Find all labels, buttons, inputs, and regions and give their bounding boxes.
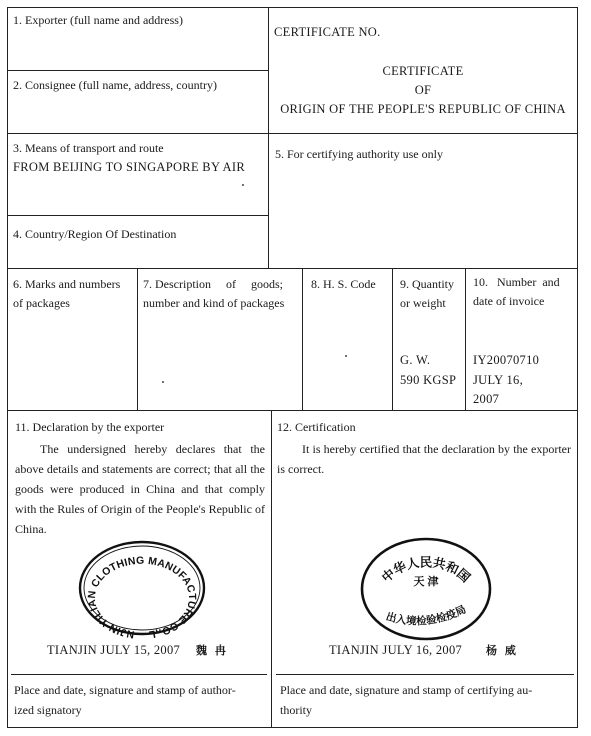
divider-box11-footer bbox=[11, 674, 267, 675]
border-bottom bbox=[7, 727, 578, 728]
certificate-title-line2: OF bbox=[414, 83, 432, 97]
destination-label: 4. Country/Region Of Destination bbox=[13, 227, 177, 241]
certifier-signature: 杨 威 bbox=[486, 644, 518, 657]
border-left bbox=[7, 7, 8, 728]
exporter-stamp-text: TIANJIN YILIAN CLOTHING MANUFACTURE CO.,LTD. bbox=[72, 529, 199, 641]
border-top bbox=[7, 7, 578, 8]
divider-box2-box3 bbox=[7, 133, 578, 134]
col-invoice-header-line2: date of invoice bbox=[473, 294, 545, 308]
certifier-footer-line1: Place and date, signature and stamp of certifying au- bbox=[280, 683, 533, 697]
divider-col6-col7 bbox=[137, 268, 138, 410]
certificate-title-line3: ORIGIN OF THE PEOPLE'S REPUBLIC OF CHINA bbox=[280, 102, 566, 116]
exporter-label: 1. Exporter (full name and address) bbox=[13, 13, 183, 27]
inspection-bureau-stamp bbox=[358, 535, 494, 643]
speck bbox=[345, 355, 347, 357]
stamp-center-text: 天 津 bbox=[413, 576, 439, 588]
gross-weight-label: G. W. bbox=[400, 353, 431, 367]
invoice-number: IY20070710 bbox=[473, 353, 540, 367]
divider-col7-col8 bbox=[302, 268, 303, 410]
divider-top-vertical bbox=[268, 7, 269, 268]
stamp-top-text: 中华人民共和国 bbox=[379, 555, 473, 586]
consignee-label: 2. Consignee (full name, address, country) bbox=[13, 78, 217, 92]
exporter-signature: 魏 冉 bbox=[196, 644, 228, 657]
divider-col8-col9 bbox=[392, 268, 393, 410]
divider-header-goods bbox=[7, 268, 578, 269]
declaration-text: The undersigned hereby declares that the above details and statements are correct; that all the goods were produced in China and that comply with the Rules of Origin of the People's Republic of China. bbox=[15, 442, 265, 536]
certificate-title-line1: CERTIFICATE bbox=[382, 64, 464, 78]
invoice-date-line2: 2007 bbox=[473, 392, 500, 406]
divider-col9-col10 bbox=[465, 268, 466, 410]
svg-text:出入境检验检疫局 bbox=[385, 602, 469, 627]
certifying-authority-label: 5. For certifying authority use only bbox=[275, 147, 443, 161]
gross-weight-value: 590 KGSP bbox=[400, 373, 457, 387]
divider-box11-box12 bbox=[271, 410, 272, 728]
divider-box12-footer bbox=[276, 674, 574, 675]
certificate-no-label: CERTIFICATE NO. bbox=[274, 25, 381, 39]
col-quantity-header-line2: or weight bbox=[400, 296, 446, 310]
exporter-footer-line1: Place and date, signature and stamp of author- bbox=[14, 683, 236, 697]
certifier-place-date: TIANJIN JULY 16, 2007 bbox=[329, 643, 463, 657]
divider-box1-box2 bbox=[7, 70, 269, 71]
speck bbox=[162, 381, 164, 383]
divider-goods-declaration bbox=[7, 410, 578, 411]
exporter-footer-line2: ized signatory bbox=[14, 703, 82, 717]
col-quantity-header-line1: 9. Quantity bbox=[400, 277, 454, 291]
col-marks-header-line1: 6. Marks and numbers bbox=[13, 277, 121, 291]
certification-title: 12. Certification bbox=[277, 420, 356, 434]
certification-text: It is hereby certified that the declaration by the exporter is correct. bbox=[277, 442, 571, 476]
col-description-header-line2: number and kind of packages bbox=[143, 296, 285, 310]
col-marks-header-line2: of packages bbox=[13, 296, 70, 310]
exporter-company-stamp bbox=[72, 529, 208, 641]
speck bbox=[242, 184, 244, 186]
declaration-title: 11. Declaration by the exporter bbox=[15, 420, 165, 434]
divider-box3-box4 bbox=[7, 215, 269, 216]
invoice-date-line1: JULY 16, bbox=[473, 373, 523, 387]
exporter-place-date: TIANJIN JULY 15, 2007 bbox=[47, 643, 181, 657]
transport-route-value: FROM BEIJING TO SINGAPORE BY AIR bbox=[13, 160, 245, 174]
col-invoice-header-line1: 10. Number and bbox=[473, 275, 560, 289]
col-description-header-line1: 7. Description of goods; bbox=[143, 277, 283, 291]
stamp-bottom-text: 出入境检验检疫局 bbox=[384, 603, 468, 628]
col-hs-code-header: 8. H. S. Code bbox=[311, 277, 376, 291]
certifier-footer-line2: thority bbox=[280, 703, 312, 717]
transport-label: 3. Means of transport and route bbox=[13, 141, 164, 155]
border-right bbox=[577, 7, 578, 728]
svg-text:TIANJIN YILIAN CLOTHING MANUFA bbox=[72, 529, 198, 641]
